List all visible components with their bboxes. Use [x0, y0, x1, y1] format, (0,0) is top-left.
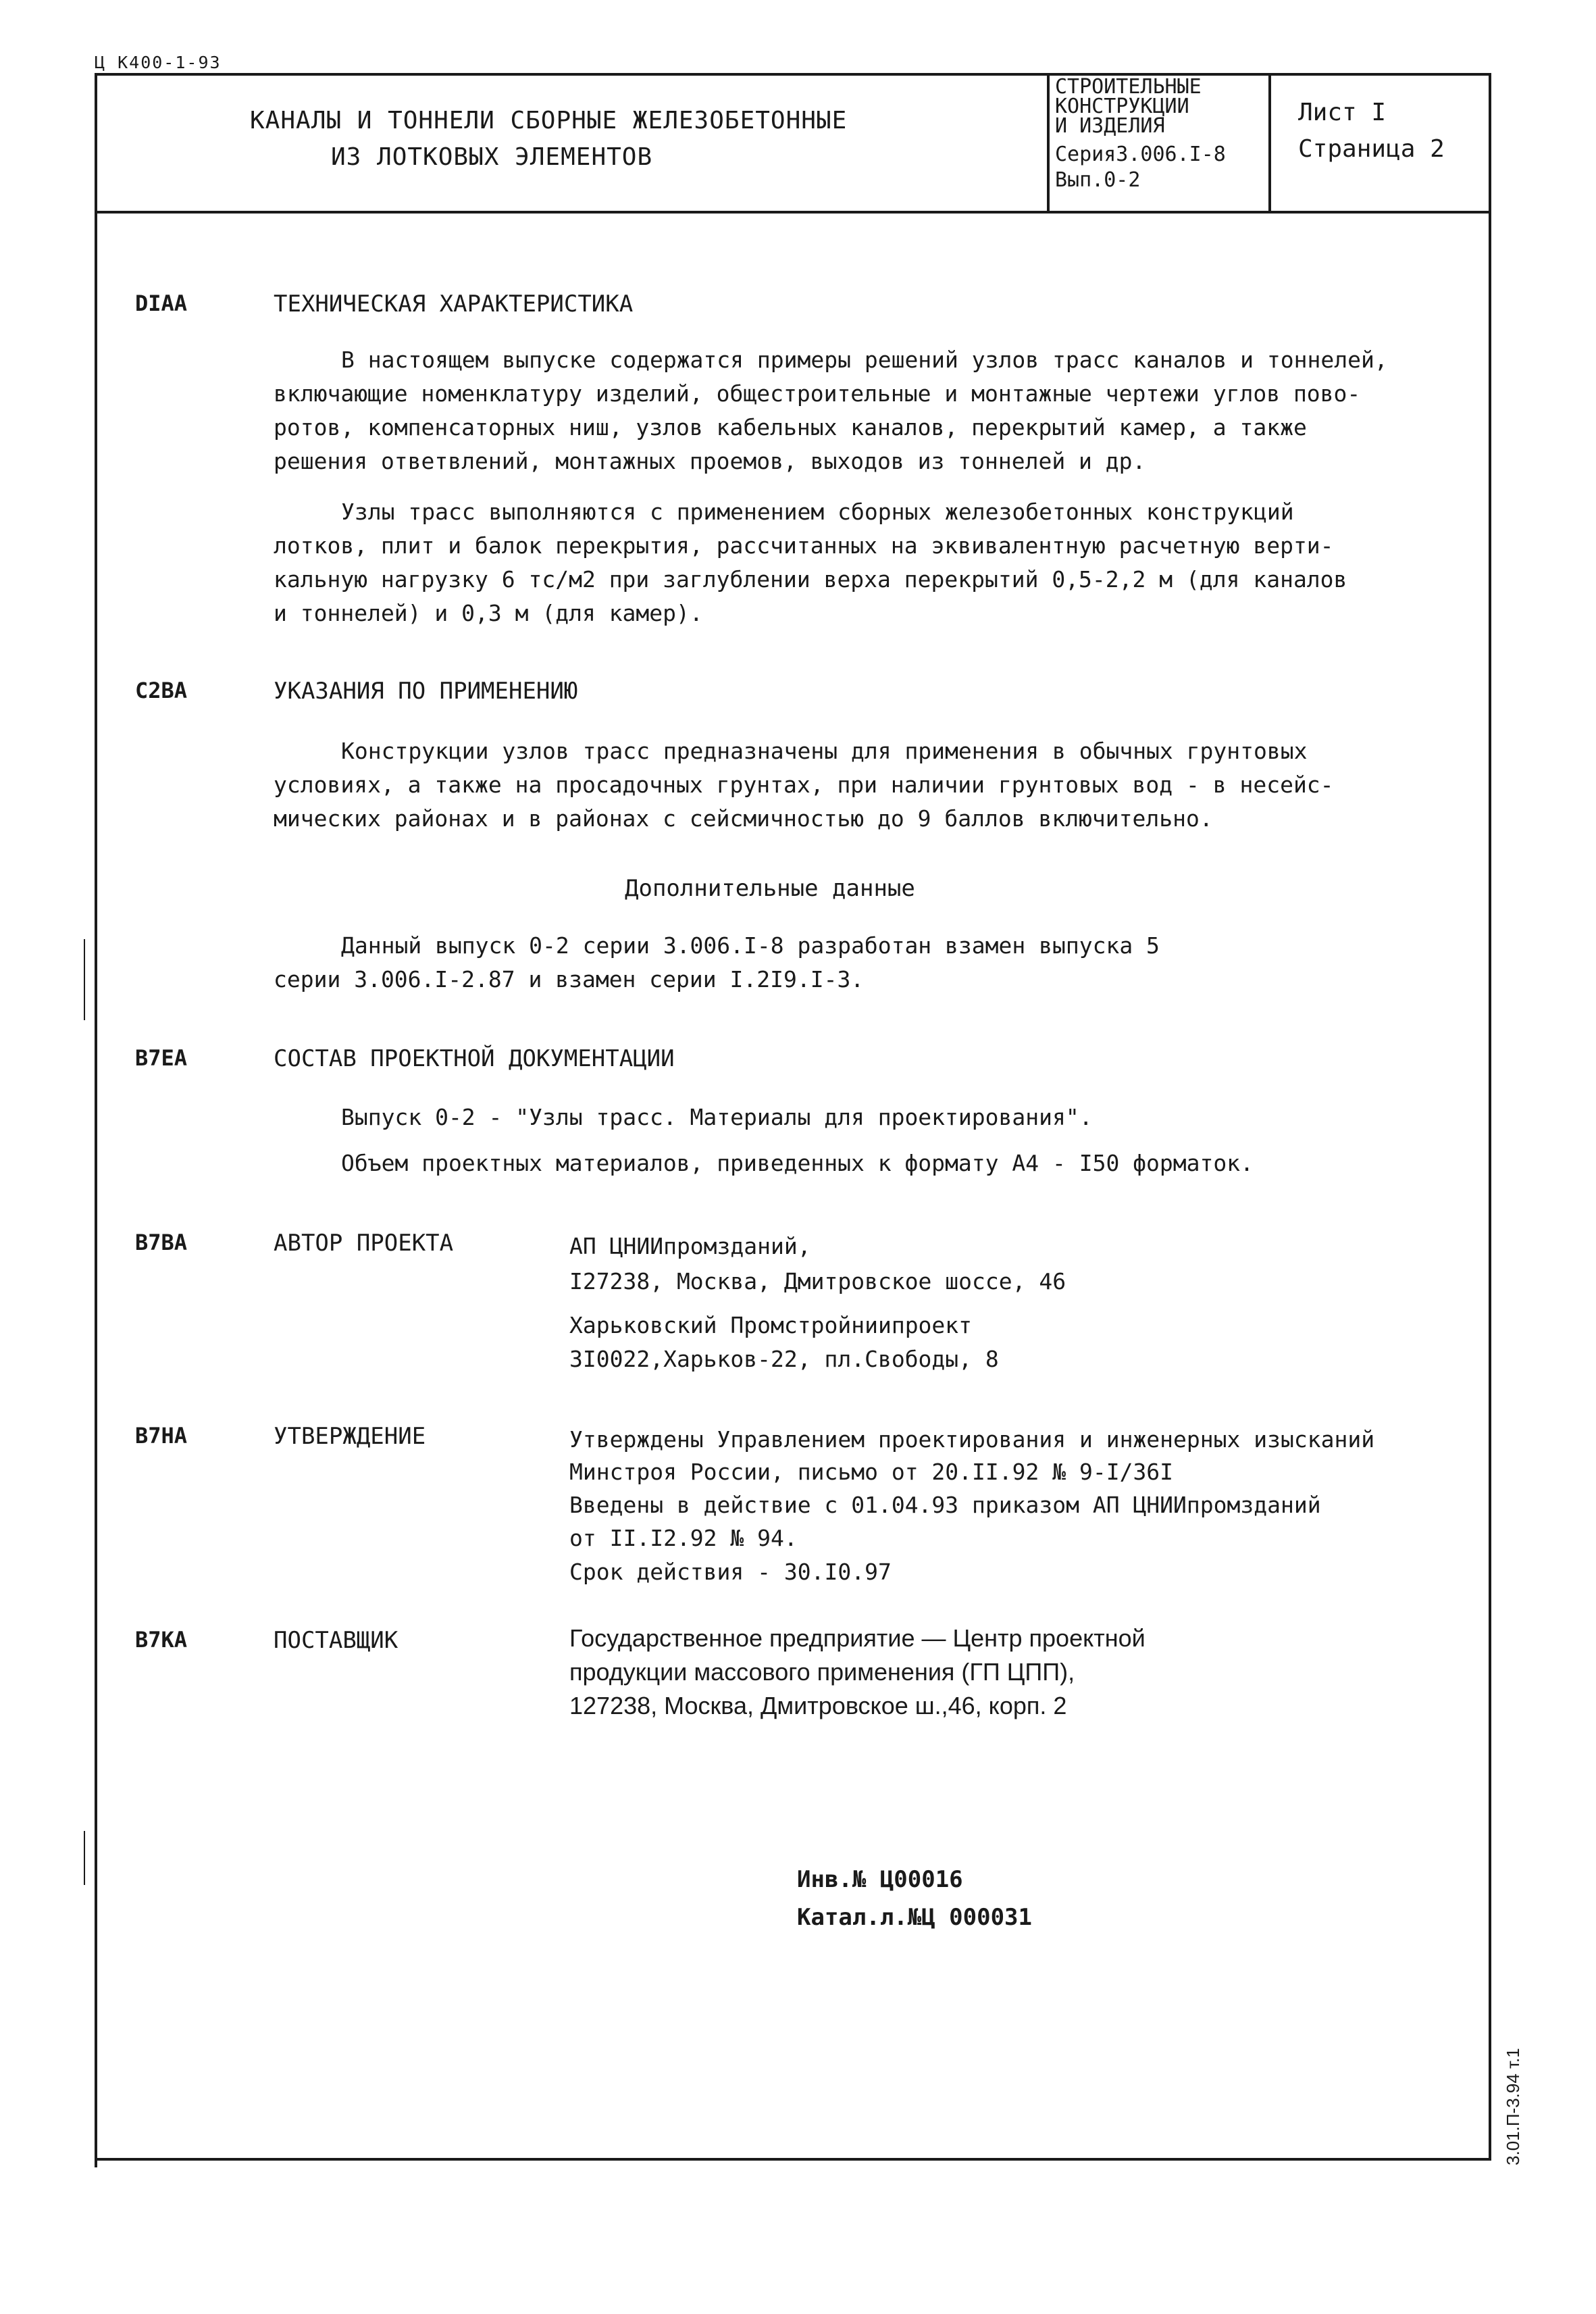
approval-line: от II.I2.92 № 94.: [569, 1525, 798, 1551]
tech-paragraph-2: [274, 495, 1422, 630]
text-line: Конструкции узлов трасс предназначены для применения в обычных грунтовых: [341, 738, 1308, 764]
series-line: СТРОИТЕЛЬНЫЕ: [1055, 75, 1202, 99]
text-line: серии 3.006.I-2.87 и взамен серии I.2I9.I-3.: [274, 966, 865, 992]
supplier-line: 127238, Москва, Дмитровское ш.,46, корп. 2: [569, 1692, 1067, 1719]
text-line: мических районах и в районах с сейсмичностью до 9 баллов включительно.: [274, 805, 1213, 832]
section-heading: ТЕХНИЧЕСКАЯ ХАРАКТЕРИСТИКА: [274, 291, 634, 318]
composition-line: Объем проектных материалов, приведенных к формату А4 - I50 форматок.: [341, 1150, 1254, 1176]
author-line: 3I0022,Харьков-22, пл.Свободы, 8: [569, 1346, 999, 1372]
composition-line: Выпуск 0-2 - "Узлы трасс. Материалы для проектирования".: [341, 1104, 1093, 1130]
text-line: кальную нагрузку 6 тс/м2 при заглублении верха перекрытий 0,5-2,2 м (для каналов: [274, 566, 1347, 593]
approval-line: Минстроя России, письмо от 20.II.92 № 9-I/36I: [569, 1459, 1174, 1485]
author-line: АП ЦНИИпромзданий,: [569, 1233, 811, 1259]
additional-data-paragraph: [274, 929, 1422, 997]
section-code: B7BA: [135, 1230, 188, 1255]
sheet-number: Лист I: [1298, 99, 1387, 126]
inventory-number: Инв.№ Ц00016: [797, 1866, 963, 1893]
doc-title-line1: КАНАЛЫ И ТОННЕЛИ СБОРНЫЕ ЖЕЛЕЗОБЕТОННЫЕ: [250, 107, 848, 134]
section-heading: УКАЗАНИЯ ПО ПРИМЕНЕНИЮ: [274, 678, 578, 705]
text-line: ротов, компенсаторных ниш, узлов кабельных каналов, перекрытий камер, а также: [274, 414, 1307, 441]
frame-bottom-edge: [95, 2158, 1491, 2161]
margin-mark: [84, 939, 85, 1020]
section-code: B7HA: [135, 1423, 188, 1449]
approval-line: Утверждены Управлением проектирования и инженерных изысканий: [569, 1426, 1375, 1453]
text-line: В настоящем выпуске содержатся примеры решений узлов трасс каналов и тоннелей,: [341, 347, 1388, 373]
additional-data-heading: Дополнительные данные: [625, 875, 915, 902]
section-heading: УТВЕРЖДЕНИЕ: [274, 1423, 426, 1450]
frame-right-edge: [1489, 73, 1491, 2161]
text-line: включающие номенклатуру изделий, общестроительные и монтажные чертежи углов пово-: [274, 380, 1361, 407]
approval-line: Введены в действие с 01.04.93 приказом АП ЦНИИпромзданий: [569, 1492, 1321, 1518]
document-code: Ц К400-1-93: [95, 53, 222, 72]
section-heading: ПОСТАВЩИК: [274, 1627, 398, 1654]
catalog-number: Катал.л.№Ц 000031: [797, 1904, 1032, 1931]
tech-paragraph-1: [274, 343, 1422, 478]
page-number: Страница 2: [1298, 135, 1445, 163]
text-line: лотков, плит и балок перекрытия, рассчитанных на эквивалентную расчетную верти-: [274, 532, 1334, 559]
section-code: B7EA: [135, 1045, 188, 1071]
issue-number: Вып.0-2: [1055, 168, 1141, 192]
series-line: КОНСТРУКЦИИ: [1055, 95, 1189, 118]
section-code: B7KA: [135, 1627, 188, 1653]
section-code: C2BA: [135, 678, 188, 703]
series-number: Серия3.006.I-8: [1055, 143, 1226, 166]
doc-title-line2: ИЗ ЛОТКОВЫХ ЭЛЕМЕНТОВ: [331, 143, 653, 171]
text-line: условиях, а также на просадочных грунтах, при наличии грунтовых вод - в несейс-: [274, 772, 1334, 798]
section-heading: АВТОР ПРОЕКТА: [274, 1230, 454, 1257]
section-code: DIAA: [135, 291, 188, 316]
side-stamp: 3.01.П-3.94 т.1: [1503, 2048, 1523, 2165]
author-line: Харьковский Промстройниипроект: [569, 1312, 973, 1338]
section-heading: СОСТАВ ПРОЕКТНОЙ ДОКУМЕНТАЦИИ: [274, 1045, 675, 1072]
text-line: Узлы трасс выполняются с применением сборных железобетонных конструкций: [341, 499, 1294, 525]
supplier-line: продукции массового применения (ГП ЦПП),: [569, 1658, 1075, 1686]
approval-line: Срок действия - 30.I0.97: [569, 1559, 892, 1585]
usage-paragraph: [274, 734, 1422, 836]
supplier-line: Государственное предприятие — Центр проектной: [569, 1624, 1145, 1652]
text-line: и тоннелей) и 0,3 м (для камер).: [274, 600, 703, 626]
author-line: I27238, Москва, Дмитровское шоссе, 46: [569, 1268, 1066, 1294]
series-line: И ИЗДЕЛИЯ: [1055, 114, 1165, 138]
margin-mark: [84, 1831, 85, 1885]
text-line: Данный выпуск 0-2 серии 3.006.I-8 разработан взамен выпуска 5: [341, 932, 1160, 959]
text-line: решения ответвлений, монтажных проемов, выходов из тоннелей и др.: [274, 448, 1146, 474]
